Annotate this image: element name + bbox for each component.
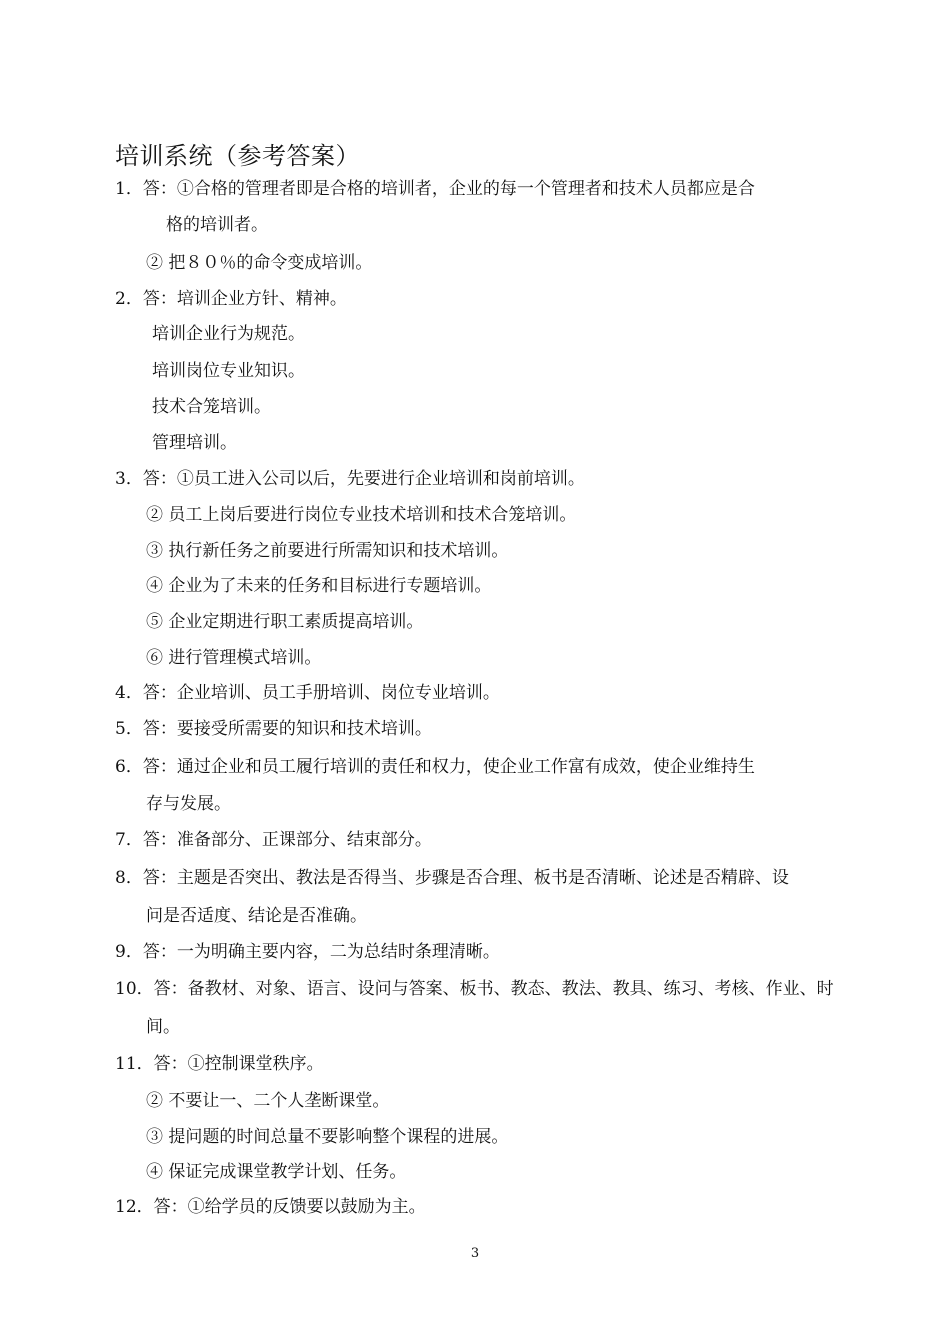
answer-line: ⑥ 进行管理模式培训。 <box>146 648 322 668</box>
answer-line: ② 员工上岗后要进行岗位专业技术培训和技术合笼培训。 <box>146 505 577 525</box>
answer-line: 4．答：企业培训、员工手册培训、岗位专业培训。 <box>115 683 500 703</box>
answer-line: 3．答：①员工进入公司以后，先要进行企业培训和岗前培训。 <box>115 469 585 489</box>
answer-line: 6．答：通过企业和员工履行培训的责任和权力，使企业工作富有成效，使企业维持生 <box>115 757 755 777</box>
answer-line: ③ 提问题的时间总量不要影响整个课程的进展。 <box>146 1127 509 1147</box>
answer-line: 培训企业行为规范。 <box>152 324 305 344</box>
answer-line: 12．答：①给学员的反馈要以鼓励为主。 <box>115 1197 426 1217</box>
answer-line: ② 不要让一、二个人垄断课堂。 <box>146 1091 390 1111</box>
answer-line: 培训岗位专业知识。 <box>152 361 305 381</box>
answer-line: ② 把８０％的命令变成培训。 <box>146 253 373 273</box>
page-number: 3 <box>470 1246 480 1261</box>
answer-line: 9．答：一为明确主要内容，二为总结时条理清晰。 <box>115 942 500 962</box>
answer-line: 问是否适度、结论是否准确。 <box>146 906 367 926</box>
answer-line: 1．答：①合格的管理者即是合格的培训者，企业的每一个管理者和技术人员都应是合 <box>115 179 755 199</box>
answer-line: 7．答：准备部分、正课部分、结束部分。 <box>115 830 432 850</box>
answer-line: ④ 企业为了未来的任务和目标进行专题培训。 <box>146 576 492 596</box>
answer-line: 技术合笼培训。 <box>152 397 271 417</box>
answer-line: ⑤ 企业定期进行职工素质提高培训。 <box>146 612 424 632</box>
page-title: 培训系统（参考答案） <box>115 142 360 170</box>
answer-line: ③ 执行新任务之前要进行所需知识和技术培训。 <box>146 541 509 561</box>
answer-line: 存与发展。 <box>146 794 231 814</box>
answer-line: 管理培训。 <box>152 433 237 453</box>
answer-line: 10．答：备教材、对象、语言、设问与答案、板书、教态、教法、教具、练习、考核、作业、时 <box>115 979 834 999</box>
answer-line: 8．答：主题是否突出、教法是否得当、步骤是否合理、板书是否清晰、论述是否精辟、设 <box>115 868 789 888</box>
answer-line: 格的培训者。 <box>166 215 268 235</box>
answer-line: 5．答：要接受所需要的知识和技术培训。 <box>115 719 432 739</box>
answer-line: 2．答：培训企业方针、精神。 <box>115 289 347 309</box>
answer-line: ④ 保证完成课堂教学计划、任务。 <box>146 1162 407 1182</box>
answer-line: 11．答：①控制课堂秩序。 <box>115 1054 324 1074</box>
answer-line: 间。 <box>146 1017 180 1037</box>
